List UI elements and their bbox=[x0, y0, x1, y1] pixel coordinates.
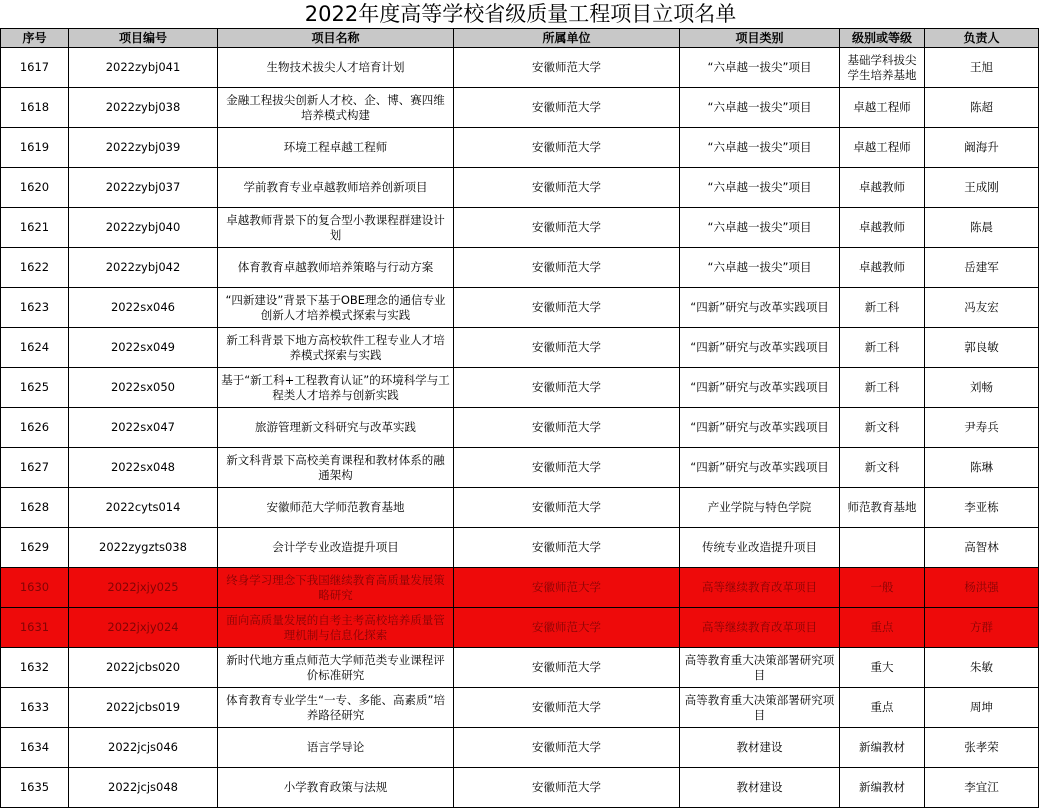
header-row bbox=[1, 29, 1039, 48]
table-row bbox=[1, 768, 1039, 808]
cell-category-text: “六卓越一拔尖”项目 bbox=[707, 180, 812, 194]
cell-code-text: 2022sx046 bbox=[110, 300, 175, 314]
cell-category bbox=[680, 688, 840, 728]
cell-name-text: 小学教育政策与法规 bbox=[283, 780, 388, 794]
cell-code bbox=[69, 248, 218, 288]
cell-category-text: “四新”研究与改革实践项目 bbox=[690, 420, 829, 434]
cell-level bbox=[840, 48, 925, 88]
cell-code bbox=[69, 328, 218, 368]
cell-name-text: 面向高质量发展的自考主考高校培养质量管理机制与信息化探索 bbox=[226, 612, 445, 642]
cell-unit bbox=[454, 208, 680, 248]
table-row bbox=[1, 328, 1039, 368]
cell-level-text: 重大 bbox=[870, 660, 894, 674]
cell-no bbox=[1, 168, 69, 208]
cell-level bbox=[840, 328, 925, 368]
cell-unit-text: 安徽师范大学 bbox=[532, 700, 601, 714]
table-row bbox=[1, 248, 1039, 288]
cell-name-text: 会计学专业改造提升项目 bbox=[272, 540, 399, 554]
cell-unit-text: 安徽师范大学 bbox=[532, 220, 601, 234]
cell-no bbox=[1, 488, 69, 528]
cell-leader bbox=[925, 568, 1039, 608]
cell-name-text: 卓越教师背景下的复合型小教课程群建设计划 bbox=[226, 212, 445, 242]
cell-level bbox=[840, 728, 925, 768]
cell-level bbox=[840, 488, 925, 528]
cell-level bbox=[840, 528, 925, 568]
cell-code-text: 2022zybj037 bbox=[105, 180, 181, 194]
cell-unit-text: 安徽师范大学 bbox=[532, 260, 601, 274]
cell-no-text: 1621 bbox=[19, 220, 50, 234]
cell-name bbox=[218, 448, 454, 488]
col-header-name: 项目名称 bbox=[218, 29, 454, 48]
cell-code bbox=[69, 648, 218, 688]
cell-no bbox=[1, 88, 69, 128]
table-row bbox=[1, 728, 1039, 768]
cell-level bbox=[840, 248, 925, 288]
table-row bbox=[1, 568, 1039, 608]
cell-no-text: 1634 bbox=[19, 740, 50, 754]
cell-unit-text: 安徽师范大学 bbox=[532, 180, 601, 194]
cell-category-text: “六卓越一拔尖”项目 bbox=[707, 100, 812, 114]
cell-leader-text: 陈超 bbox=[970, 100, 993, 114]
cell-name-text: 生物技术拔尖人才培育计划 bbox=[266, 60, 405, 74]
cell-name bbox=[218, 608, 454, 648]
cell-no-text: 1620 bbox=[19, 180, 50, 194]
table-row bbox=[1, 688, 1039, 728]
cell-category-text: 传统专业改造提升项目 bbox=[702, 540, 817, 554]
cell-no bbox=[1, 248, 69, 288]
cell-unit bbox=[454, 488, 680, 528]
cell-unit-text: 安徽师范大学 bbox=[532, 460, 601, 474]
cell-level-text: 卓越工程师 bbox=[853, 100, 911, 114]
cell-leader-text: 张孝荣 bbox=[964, 740, 999, 754]
cell-code bbox=[69, 88, 218, 128]
cell-level-text: 新文科 bbox=[864, 460, 900, 474]
cell-unit-text: 安徽师范大学 bbox=[532, 780, 601, 794]
cell-level-text: 一般 bbox=[870, 580, 894, 594]
cell-code-text: 2022sx047 bbox=[110, 420, 175, 434]
cell-name-text: 新文科背景下高校美育课程和教材体系的融通架构 bbox=[226, 452, 445, 482]
cell-leader-text: 陈琳 bbox=[970, 460, 993, 474]
cell-no bbox=[1, 128, 69, 168]
cell-leader bbox=[925, 728, 1039, 768]
cell-category-text: 高等教育重大决策部署研究项目 bbox=[684, 652, 835, 682]
cell-code bbox=[69, 288, 218, 328]
cell-category bbox=[680, 608, 840, 648]
cell-code-text: 2022sx048 bbox=[110, 460, 175, 474]
cell-name bbox=[218, 248, 454, 288]
cell-no bbox=[1, 688, 69, 728]
col-header-code: 项目编号 bbox=[69, 29, 218, 48]
cell-level-text: 新工科 bbox=[864, 340, 900, 354]
cell-no-text: 1626 bbox=[19, 420, 50, 434]
table-row bbox=[1, 48, 1039, 88]
cell-unit bbox=[454, 448, 680, 488]
cell-leader-text: 王旭 bbox=[970, 60, 993, 74]
cell-name bbox=[218, 168, 454, 208]
cell-category bbox=[680, 648, 840, 688]
cell-code bbox=[69, 448, 218, 488]
col-header-unit: 所属单位 bbox=[454, 29, 680, 48]
cell-code-text: 2022zybj039 bbox=[105, 140, 181, 154]
cell-level-text: 新编教材 bbox=[859, 780, 905, 794]
cell-level-text: 重点 bbox=[870, 620, 894, 634]
cell-category bbox=[680, 88, 840, 128]
cell-leader-text: 冯友宏 bbox=[964, 300, 999, 314]
cell-code bbox=[69, 528, 218, 568]
cell-code bbox=[69, 168, 218, 208]
cell-leader bbox=[925, 368, 1039, 408]
cell-leader-text: 阚海升 bbox=[964, 140, 999, 154]
cell-name bbox=[218, 568, 454, 608]
cell-level-text: 卓越教师 bbox=[859, 180, 905, 194]
cell-no-text: 1628 bbox=[19, 500, 50, 514]
cell-no bbox=[1, 448, 69, 488]
cell-no bbox=[1, 208, 69, 248]
cell-no bbox=[1, 408, 69, 448]
cell-leader-text: 周坤 bbox=[970, 700, 993, 714]
cell-leader bbox=[925, 88, 1039, 128]
cell-unit bbox=[454, 568, 680, 608]
cell-name bbox=[218, 208, 454, 248]
table-row bbox=[1, 488, 1039, 528]
cell-leader bbox=[925, 168, 1039, 208]
cell-level-text: 新工科 bbox=[864, 300, 900, 314]
project-table bbox=[0, 28, 1039, 808]
cell-name-text: 旅游管理新文科研究与改革实践 bbox=[255, 420, 416, 434]
cell-name-text: 学前教育专业卓越教师培养创新项目 bbox=[243, 180, 428, 194]
cell-level-text: 师范教育基地 bbox=[847, 500, 917, 514]
cell-category-text: “六卓越一拔尖”项目 bbox=[707, 260, 812, 274]
cell-unit bbox=[454, 128, 680, 168]
cell-name-text: 体育教育专业学生“一专、多能、高素质”培养路径研究 bbox=[226, 692, 445, 722]
cell-category bbox=[680, 528, 840, 568]
cell-leader bbox=[925, 48, 1039, 88]
cell-no-text: 1629 bbox=[19, 540, 50, 554]
cell-leader bbox=[925, 288, 1039, 328]
cell-no-text: 1632 bbox=[19, 660, 50, 674]
cell-category bbox=[680, 728, 840, 768]
cell-leader bbox=[925, 768, 1039, 808]
col-header-no: 序号 bbox=[1, 29, 69, 48]
col-header-level: 级别或等级 bbox=[840, 29, 925, 48]
cell-code-text: 2022sx050 bbox=[110, 380, 175, 394]
page-title: 2022年度高等学校省级质量工程项目立项名单 bbox=[304, 2, 737, 26]
cell-code-text: 2022jxjy025 bbox=[107, 580, 179, 594]
cell-name-text: 安徽师范大学师范教育基地 bbox=[266, 500, 405, 514]
cell-leader-text: 岳建军 bbox=[964, 260, 999, 274]
cell-level bbox=[840, 368, 925, 408]
table-row bbox=[1, 208, 1039, 248]
cell-code bbox=[69, 608, 218, 648]
cell-name-text: 新工科背景下地方高校软件工程专业人才培养模式探索与实践 bbox=[226, 332, 445, 362]
cell-code bbox=[69, 368, 218, 408]
cell-code bbox=[69, 408, 218, 448]
cell-code-text: 2022jcjs046 bbox=[108, 740, 178, 754]
cell-unit bbox=[454, 688, 680, 728]
cell-unit-text: 安徽师范大学 bbox=[532, 300, 601, 314]
cell-level bbox=[840, 648, 925, 688]
cell-category bbox=[680, 248, 840, 288]
cell-level bbox=[840, 288, 925, 328]
cell-no-text: 1630 bbox=[19, 580, 50, 594]
cell-no bbox=[1, 568, 69, 608]
cell-unit bbox=[454, 648, 680, 688]
table-row bbox=[1, 528, 1039, 568]
cell-unit bbox=[454, 168, 680, 208]
cell-name bbox=[218, 488, 454, 528]
col-header-category: 项目类别 bbox=[680, 29, 840, 48]
cell-no-text: 1623 bbox=[19, 300, 50, 314]
cell-name bbox=[218, 128, 454, 168]
cell-leader bbox=[925, 448, 1039, 488]
cell-name bbox=[218, 288, 454, 328]
cell-leader-text: 李亚栋 bbox=[964, 500, 999, 514]
cell-name bbox=[218, 528, 454, 568]
cell-unit-text: 安徽师范大学 bbox=[532, 620, 601, 634]
cell-code bbox=[69, 688, 218, 728]
cell-name-text: 环境工程卓越工程师 bbox=[283, 140, 388, 154]
table-row bbox=[1, 368, 1039, 408]
cell-code-text: 2022sx049 bbox=[110, 340, 175, 354]
cell-unit-text: 安徽师范大学 bbox=[532, 100, 601, 114]
cell-name bbox=[218, 688, 454, 728]
cell-no bbox=[1, 728, 69, 768]
cell-category-text: “六卓越一拔尖”项目 bbox=[707, 220, 812, 234]
cell-name bbox=[218, 88, 454, 128]
cell-leader bbox=[925, 248, 1039, 288]
cell-level bbox=[840, 128, 925, 168]
cell-category-text: “四新”研究与改革实践项目 bbox=[690, 460, 829, 474]
cell-name bbox=[218, 328, 454, 368]
cell-no-text: 1618 bbox=[19, 100, 50, 114]
cell-unit-text: 安徽师范大学 bbox=[532, 740, 601, 754]
cell-leader-text: 郭良敏 bbox=[964, 340, 999, 354]
cell-no-text: 1635 bbox=[19, 780, 50, 794]
cell-unit bbox=[454, 528, 680, 568]
cell-no-text: 1619 bbox=[19, 140, 50, 154]
cell-category bbox=[680, 448, 840, 488]
table-row bbox=[1, 88, 1039, 128]
table-row bbox=[1, 168, 1039, 208]
cell-name-text: 体育教育卓越教师培养策略与行动方案 bbox=[237, 260, 434, 274]
cell-unit-text: 安徽师范大学 bbox=[532, 340, 601, 354]
cell-unit-text: 安徽师范大学 bbox=[532, 660, 601, 674]
cell-unit bbox=[454, 328, 680, 368]
cell-name-text: 基于“新工科+工程教育认证”的环境科学与工程类人才培养与创新实践 bbox=[221, 372, 450, 402]
cell-code-text: 2022cyts014 bbox=[105, 500, 181, 514]
cell-leader-text: 王成刚 bbox=[964, 180, 999, 194]
cell-no bbox=[1, 648, 69, 688]
cell-no bbox=[1, 608, 69, 648]
cell-unit bbox=[454, 728, 680, 768]
cell-name-text: 终身学习理念下我国继续教育高质量发展策略研究 bbox=[226, 572, 445, 602]
cell-category bbox=[680, 128, 840, 168]
cell-no-text: 1622 bbox=[19, 260, 50, 274]
cell-leader bbox=[925, 608, 1039, 648]
cell-leader-text: 刘畅 bbox=[970, 380, 993, 394]
cell-code bbox=[69, 568, 218, 608]
cell-unit-text: 安徽师范大学 bbox=[532, 500, 601, 514]
table-row bbox=[1, 408, 1039, 448]
cell-leader bbox=[925, 528, 1039, 568]
cell-leader bbox=[925, 488, 1039, 528]
cell-unit bbox=[454, 48, 680, 88]
cell-level bbox=[840, 768, 925, 808]
cell-category-text: “四新”研究与改革实践项目 bbox=[690, 340, 829, 354]
cell-no-text: 1625 bbox=[19, 380, 50, 394]
cell-level-text: 新工科 bbox=[864, 380, 900, 394]
cell-category bbox=[680, 368, 840, 408]
cell-leader-text: 高智林 bbox=[964, 540, 999, 554]
table-row bbox=[1, 648, 1039, 688]
cell-code-text: 2022zygzts038 bbox=[99, 540, 187, 554]
cell-leader bbox=[925, 648, 1039, 688]
cell-category-text: 高等继续教育改革项目 bbox=[702, 620, 817, 634]
cell-name bbox=[218, 48, 454, 88]
cell-name-text: 新时代地方重点师范大学师范类专业课程评价标准研究 bbox=[226, 652, 445, 682]
cell-name-text: 金融工程拔尖创新人才校、企、博、赛四维培养模式构建 bbox=[226, 92, 445, 122]
cell-no-text: 1617 bbox=[19, 60, 50, 74]
cell-level bbox=[840, 448, 925, 488]
cell-code bbox=[69, 128, 218, 168]
cell-no bbox=[1, 768, 69, 808]
cell-unit bbox=[454, 288, 680, 328]
cell-no-text: 1627 bbox=[19, 460, 50, 474]
cell-level bbox=[840, 408, 925, 448]
cell-leader-text: 李宜江 bbox=[964, 780, 999, 794]
cell-code bbox=[69, 208, 218, 248]
cell-no bbox=[1, 288, 69, 328]
cell-unit bbox=[454, 368, 680, 408]
cell-level bbox=[840, 88, 925, 128]
cell-leader-text: 朱敏 bbox=[970, 660, 993, 674]
cell-leader bbox=[925, 128, 1039, 168]
cell-level-text: 卓越工程师 bbox=[853, 140, 911, 154]
cell-no bbox=[1, 328, 69, 368]
cell-code-text: 2022jcjs048 bbox=[108, 780, 178, 794]
cell-no bbox=[1, 528, 69, 568]
cell-code bbox=[69, 488, 218, 528]
cell-no bbox=[1, 368, 69, 408]
cell-code-text: 2022zybj038 bbox=[105, 100, 181, 114]
cell-category-text: “六卓越一拔尖”项目 bbox=[707, 60, 812, 74]
cell-leader-text: 杨洪强 bbox=[964, 580, 999, 594]
cell-category bbox=[680, 488, 840, 528]
cell-unit bbox=[454, 408, 680, 448]
cell-level-text: 基础学科拔尖学生培养基地 bbox=[847, 52, 917, 82]
cell-code-text: 2022zybj041 bbox=[105, 60, 181, 74]
cell-leader-text: 尹寿兵 bbox=[964, 420, 999, 434]
cell-category bbox=[680, 328, 840, 368]
cell-level bbox=[840, 208, 925, 248]
cell-level bbox=[840, 568, 925, 608]
cell-unit-text: 安徽师范大学 bbox=[532, 420, 601, 434]
cell-name bbox=[218, 408, 454, 448]
cell-code bbox=[69, 48, 218, 88]
cell-leader-text: 方群 bbox=[970, 620, 993, 634]
cell-code-text: 2022jcbs019 bbox=[105, 700, 181, 714]
cell-category bbox=[680, 288, 840, 328]
cell-category-text: 教材建设 bbox=[736, 780, 783, 794]
cell-code bbox=[69, 768, 218, 808]
cell-no-text: 1631 bbox=[19, 620, 50, 634]
table-row bbox=[1, 448, 1039, 488]
cell-leader bbox=[925, 408, 1039, 448]
cell-level-text: 卓越教师 bbox=[859, 260, 905, 274]
cell-name bbox=[218, 648, 454, 688]
cell-name bbox=[218, 768, 454, 808]
cell-unit bbox=[454, 768, 680, 808]
cell-level-text: 卓越教师 bbox=[859, 220, 905, 234]
cell-category-text: “六卓越一拔尖”项目 bbox=[707, 140, 812, 154]
cell-unit-text: 安徽师范大学 bbox=[532, 140, 601, 154]
cell-no bbox=[1, 48, 69, 88]
cell-category-text: 产业学院与特色学院 bbox=[707, 500, 812, 514]
cell-level bbox=[840, 608, 925, 648]
cell-category bbox=[680, 768, 840, 808]
cell-category-text: 教材建设 bbox=[736, 740, 783, 754]
cell-category bbox=[680, 408, 840, 448]
col-header-leader: 负责人 bbox=[925, 29, 1039, 48]
cell-code bbox=[69, 728, 218, 768]
cell-code-text: 2022jxjy024 bbox=[107, 620, 179, 634]
cell-name bbox=[218, 368, 454, 408]
cell-level-text: 新编教材 bbox=[859, 740, 905, 754]
cell-unit-text: 安徽师范大学 bbox=[532, 380, 601, 394]
cell-no-text: 1624 bbox=[19, 340, 50, 354]
cell-code-text: 2022zybj042 bbox=[105, 260, 181, 274]
cell-leader bbox=[925, 328, 1039, 368]
cell-unit bbox=[454, 248, 680, 288]
cell-no-text: 1633 bbox=[19, 700, 50, 714]
table-row bbox=[1, 608, 1039, 648]
cell-category-text: “四新”研究与改革实践项目 bbox=[690, 300, 829, 314]
cell-unit bbox=[454, 88, 680, 128]
cell-leader bbox=[925, 688, 1039, 728]
cell-category bbox=[680, 48, 840, 88]
cell-unit-text: 安徽师范大学 bbox=[532, 60, 601, 74]
cell-unit bbox=[454, 608, 680, 648]
cell-category-text: 高等继续教育改革项目 bbox=[702, 580, 817, 594]
cell-code-text: 2022zybj040 bbox=[105, 220, 181, 234]
cell-category-text: 高等教育重大决策部署研究项目 bbox=[684, 692, 835, 722]
cell-leader bbox=[925, 208, 1039, 248]
cell-name-text: 语言学导论 bbox=[306, 740, 365, 754]
cell-code-text: 2022jcbs020 bbox=[105, 660, 181, 674]
cell-name bbox=[218, 728, 454, 768]
cell-level-text: 重点 bbox=[870, 700, 894, 714]
cell-name-text: “四新建设”背景下基于OBE理念的通信专业创新人才培养模式探索与实践 bbox=[225, 292, 446, 322]
cell-unit-text: 安徽师范大学 bbox=[532, 540, 601, 554]
cell-level bbox=[840, 688, 925, 728]
cell-level-text: 新文科 bbox=[864, 420, 900, 434]
cell-category bbox=[680, 208, 840, 248]
cell-category bbox=[680, 168, 840, 208]
cell-unit-text: 安徽师范大学 bbox=[532, 580, 601, 594]
cell-category-text: “四新”研究与改革实践项目 bbox=[690, 380, 829, 394]
cell-category bbox=[680, 568, 840, 608]
table-row bbox=[1, 128, 1039, 168]
cell-level bbox=[840, 168, 925, 208]
cell-leader-text: 陈晨 bbox=[970, 220, 993, 234]
table-row bbox=[1, 288, 1039, 328]
